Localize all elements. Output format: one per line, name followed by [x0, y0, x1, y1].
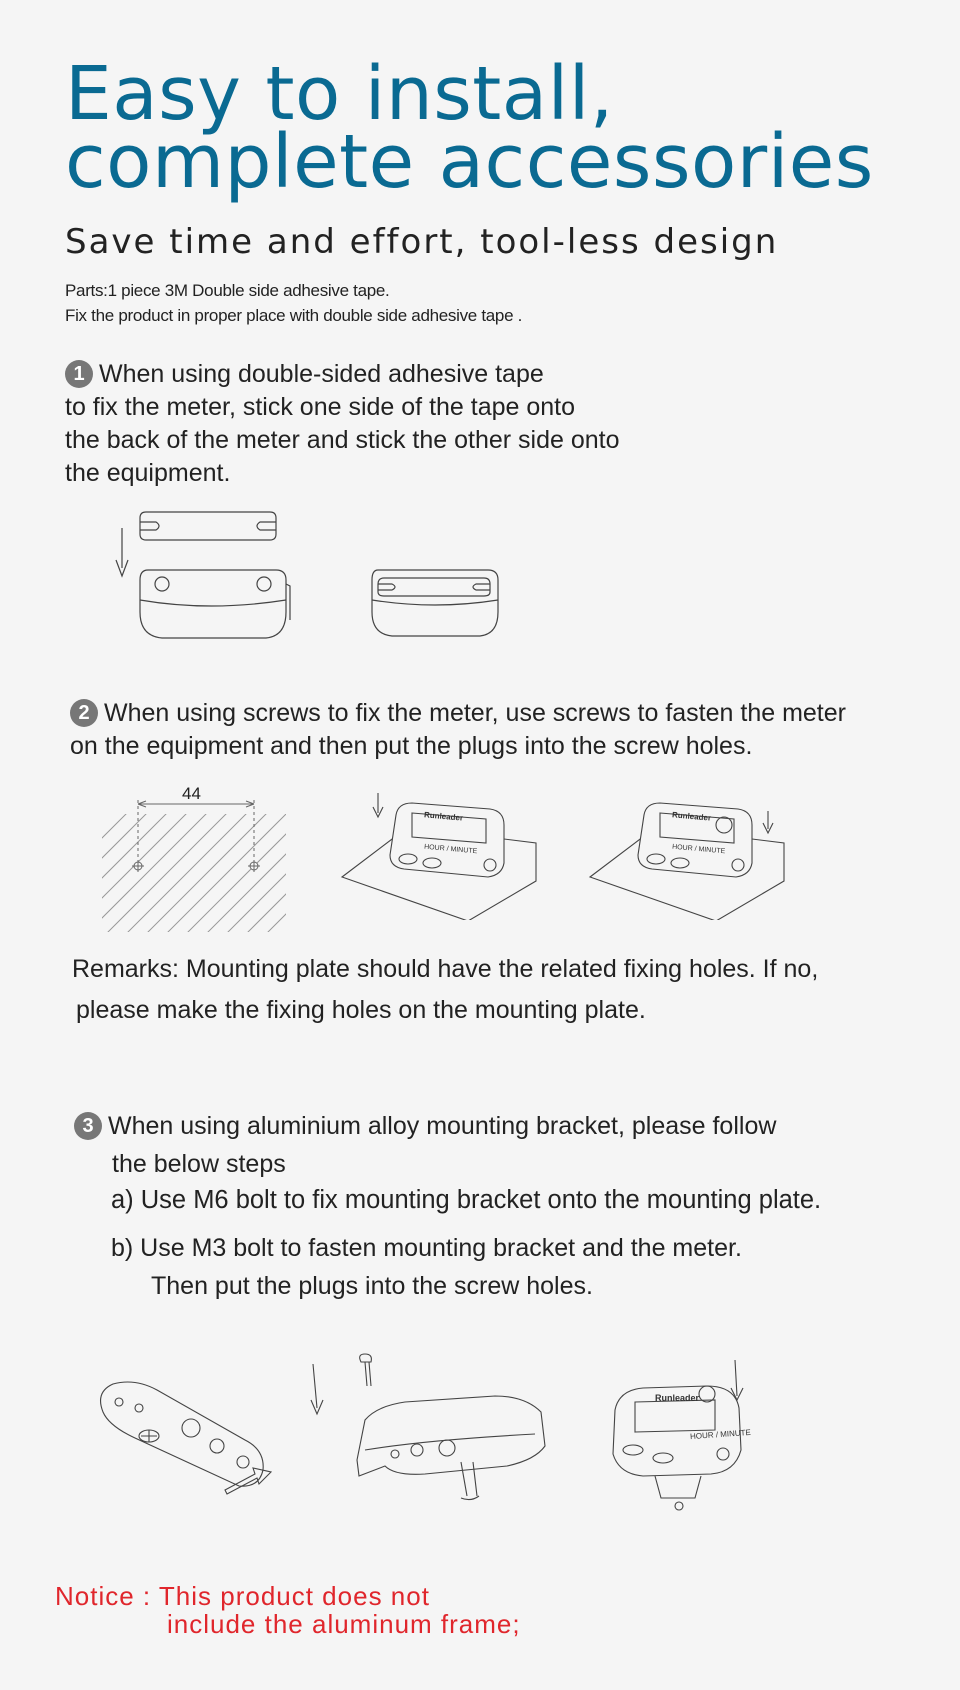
- device-brand-2: Runleader: [671, 810, 712, 823]
- step-1-line-3: the back of the meter and stick the other side onto: [65, 426, 620, 454]
- dimension-label: 44: [182, 784, 201, 803]
- step-2-text: [70, 697, 950, 763]
- step-3-b-line-1: b) Use M3 bolt to fasten mounting bracket and the meter.: [111, 1234, 742, 1262]
- device-brand-1: Runleader: [423, 810, 464, 823]
- step-3-number: 3: [74, 1112, 102, 1140]
- device-mode-3: HOUR / MINUTE: [689, 1427, 752, 1442]
- notice: [55, 1582, 521, 1638]
- parts-line-2: Fix the product in proper place with double side adhesive tape .: [65, 306, 523, 325]
- device-mode-1: HOUR / MINUTE: [423, 843, 478, 856]
- step-3-a: a) Use M6 bolt to fix mounting bracket onto the mounting plate.: [111, 1186, 822, 1214]
- adhesive-tape-illustration: [110, 500, 560, 660]
- device-mode-2: HOUR / MINUTE: [671, 843, 726, 856]
- parts-line-1: Parts:1 piece 3M Double side adhesive tape.: [65, 281, 390, 300]
- step-2-line-2: on the equipment and then put the plugs into the screw holes.: [70, 732, 753, 760]
- step-2-number: 2: [70, 699, 98, 727]
- step-3-line-1: When using aluminium alloy mounting bracket, please follow: [108, 1112, 777, 1140]
- remarks-line-2: please make the fixing holes on the mounting plate.: [76, 996, 646, 1024]
- step-1-line-4: the equipment.: [65, 459, 231, 487]
- device-brand-3: Runleader: [655, 1393, 700, 1403]
- notice-line-2: include the aluminum frame;: [167, 1609, 521, 1639]
- notice-line-1: Notice : This product does not: [55, 1581, 430, 1611]
- step-1-line-2: to fix the meter, stick one side of the tape onto: [65, 393, 576, 421]
- step-3-b-line-2: Then put the plugs into the screw holes.: [151, 1272, 593, 1300]
- remarks-line-1: Remarks: Mounting plate should have the related fixing holes. If no,: [72, 955, 819, 983]
- step-2-line-1: When using screws to fix the meter, use screws to fasten the meter: [104, 699, 846, 727]
- step-3-line-2: the below steps: [112, 1150, 286, 1178]
- step-1-number: 1: [65, 360, 93, 388]
- step-1-text: [65, 358, 665, 490]
- page-title: Easy to install, complete accessories: [65, 51, 874, 205]
- step-3-text: [74, 1107, 944, 1183]
- subtitle: Save time and effort, tool-less design: [65, 222, 779, 262]
- screw-mounting-illustration: [340, 785, 920, 920]
- step-1-line-1: When using double-sided adhesive tape: [99, 360, 544, 388]
